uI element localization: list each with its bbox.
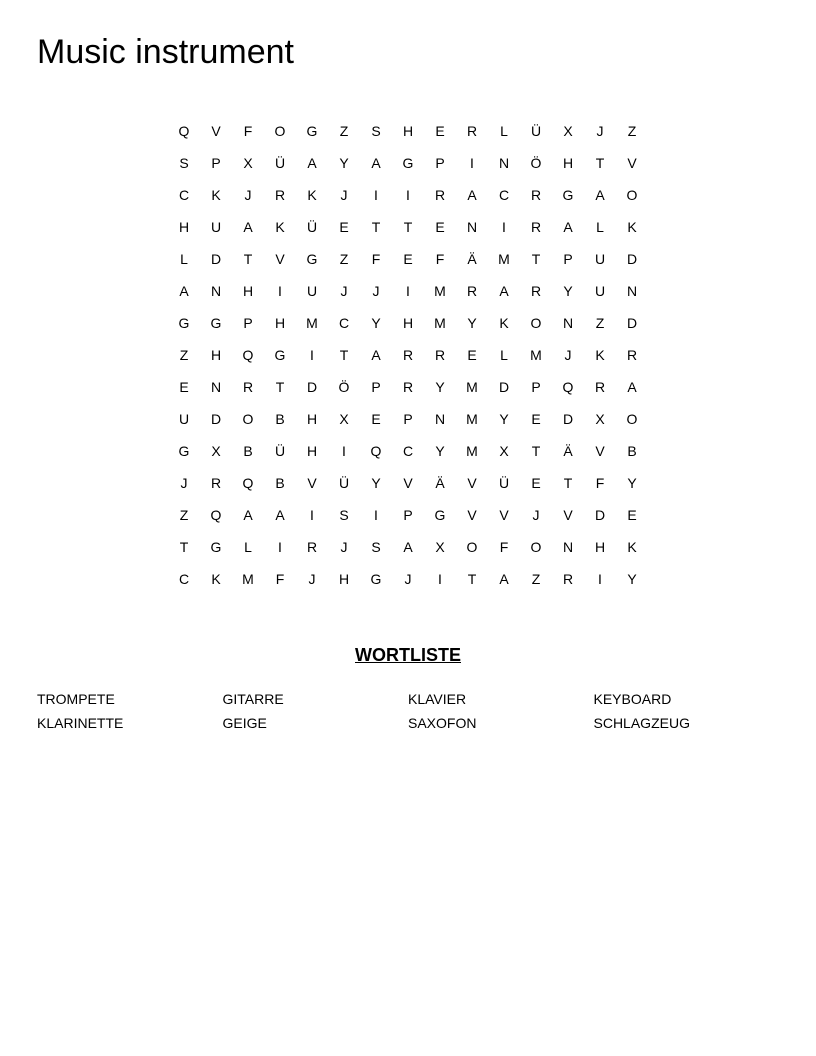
word-list-item: SAXOFON [408, 715, 477, 731]
grid-letter: Ü [306, 219, 318, 235]
grid-letter: V [627, 155, 637, 171]
grid-letter: R [402, 379, 414, 395]
grid-letter: J [340, 539, 348, 555]
grid-letter: A [371, 155, 381, 171]
grid-letter: A [563, 219, 573, 235]
grid-letter: O [466, 539, 478, 555]
grid-row [168, 275, 648, 307]
grid-letter: C [338, 315, 350, 331]
grid-letter: M [498, 251, 510, 267]
grid-letter: D [562, 411, 574, 427]
grid-letter: C [178, 187, 190, 203]
grid-letter: V [403, 475, 413, 491]
grid-letter: N [562, 539, 574, 555]
grid-letter: E [467, 347, 477, 363]
grid-letter: N [562, 315, 574, 331]
grid-letter: R [626, 347, 638, 363]
grid-row [168, 371, 648, 403]
grid-letter: I [310, 347, 314, 363]
grid-letter: M [434, 283, 446, 299]
grid-letter: V [275, 251, 285, 267]
grid-letter: H [562, 155, 574, 171]
grid-letter: S [371, 123, 381, 139]
grid-letter: T [339, 347, 349, 363]
grid-letter: Q [562, 379, 574, 395]
grid-row [168, 179, 648, 211]
grid-letter: S [179, 155, 189, 171]
grid-letter: K [275, 219, 285, 235]
grid-letter: V [467, 507, 477, 523]
grid-letter: A [307, 155, 317, 171]
grid-letter: A [499, 283, 509, 299]
grid-letter: R [530, 187, 542, 203]
grid-letter: A [371, 347, 381, 363]
grid-letter: O [274, 123, 286, 139]
grid-letter: P [211, 155, 221, 171]
grid-letter: G [210, 315, 222, 331]
grid-letter: Ä [563, 443, 573, 459]
grid-letter: T [531, 251, 541, 267]
grid-letter: H [306, 443, 318, 459]
grid-letter: Z [339, 123, 349, 139]
grid-letter: H [178, 219, 190, 235]
grid-row [168, 499, 648, 531]
grid-letter: Ä [467, 251, 477, 267]
grid-letter: S [371, 539, 381, 555]
grid-letter: Y [563, 283, 573, 299]
word-list-item: KEYBOARD [593, 691, 672, 707]
grid-letter: U [210, 219, 222, 235]
grid-letter: U [594, 251, 606, 267]
grid-letter: E [403, 251, 413, 267]
grid-row [168, 531, 648, 563]
grid-letter: G [178, 443, 190, 459]
grid-letter: T [275, 379, 285, 395]
grid-letter: Y [467, 315, 477, 331]
grid-letter: H [306, 411, 318, 427]
grid-row [168, 211, 648, 243]
grid-letter: P [435, 155, 445, 171]
grid-letter: P [403, 507, 413, 523]
grid-row [168, 403, 648, 435]
grid-letter: Q [242, 475, 254, 491]
grid-letter: F [595, 475, 605, 491]
word-list [37, 690, 779, 732]
grid-letter: Ö [338, 379, 350, 395]
grid-row [168, 563, 648, 595]
grid-letter: P [371, 379, 381, 395]
grid-letter: T [563, 475, 573, 491]
grid-letter: U [594, 283, 606, 299]
grid-letter: K [307, 187, 317, 203]
word-list-item: TROMPETE [37, 691, 115, 707]
grid-letter: J [244, 187, 252, 203]
grid-letter: J [564, 347, 572, 363]
grid-letter: Q [178, 123, 190, 139]
grid-letter: J [532, 507, 540, 523]
grid-row [168, 307, 648, 339]
grid-letter: O [626, 411, 638, 427]
grid-letter: Z [531, 571, 541, 587]
grid-letter: M [306, 315, 318, 331]
grid-letter: X [211, 443, 221, 459]
grid-letter: N [498, 155, 510, 171]
grid-letter: G [306, 251, 318, 267]
grid-letter: L [244, 539, 252, 555]
grid-letter: A [595, 187, 605, 203]
grid-letter: Ü [274, 155, 286, 171]
grid-letter: M [466, 411, 478, 427]
grid-letter: N [626, 283, 638, 299]
grid-letter: Y [435, 379, 445, 395]
grid-letter: U [306, 283, 318, 299]
grid-letter: I [342, 443, 346, 459]
grid-letter: M [466, 443, 478, 459]
grid-letter: O [626, 187, 638, 203]
grid-letter: Y [371, 315, 381, 331]
grid-letter: N [210, 379, 222, 395]
grid-letter: B [275, 411, 285, 427]
grid-letter: F [499, 539, 509, 555]
grid-letter: H [274, 315, 286, 331]
grid-letter: R [242, 379, 254, 395]
word-list-item: GEIGE [222, 715, 267, 731]
grid-letter: R [274, 187, 286, 203]
grid-letter: E [627, 507, 637, 523]
grid-letter: E [531, 475, 541, 491]
grid-letter: G [210, 539, 222, 555]
grid-letter: I [310, 507, 314, 523]
grid-letter: G [306, 123, 318, 139]
grid-letter: H [402, 315, 414, 331]
grid-letter: D [626, 315, 638, 331]
grid-letter: D [210, 411, 222, 427]
grid-row [168, 435, 648, 467]
grid-letter: C [402, 443, 414, 459]
grid-letter: R [434, 347, 446, 363]
grid-letter: N [466, 219, 478, 235]
grid-letter: V [595, 443, 605, 459]
grid-letter: D [306, 379, 318, 395]
grid-letter: R [210, 475, 222, 491]
grid-letter: U [178, 411, 190, 427]
grid-letter: I [278, 539, 282, 555]
grid-letter: J [372, 283, 380, 299]
grid-letter: N [434, 411, 446, 427]
grid-letter: T [531, 443, 541, 459]
grid-letter: F [371, 251, 381, 267]
grid-letter: H [242, 283, 254, 299]
grid-letter: V [563, 507, 573, 523]
letter-grid [168, 115, 648, 595]
grid-letter: Ä [435, 475, 445, 491]
grid-letter: Z [179, 507, 189, 523]
grid-letter: O [530, 315, 542, 331]
grid-letter: Q [210, 507, 222, 523]
grid-letter: Q [370, 443, 382, 459]
grid-letter: J [340, 187, 348, 203]
grid-letter: K [595, 347, 605, 363]
grid-letter: P [531, 379, 541, 395]
grid-letter: F [435, 251, 445, 267]
grid-letter: E [371, 411, 381, 427]
grid-letter: I [598, 571, 602, 587]
grid-letter: T [467, 571, 477, 587]
grid-letter: H [210, 347, 222, 363]
grid-letter: H [594, 539, 606, 555]
grid-letter: G [434, 507, 446, 523]
grid-letter: R [562, 571, 574, 587]
grid-letter: L [180, 251, 188, 267]
grid-letter: G [178, 315, 190, 331]
grid-letter: Q [242, 347, 254, 363]
grid-letter: A [627, 379, 637, 395]
grid-letter: L [500, 347, 508, 363]
grid-letter: B [275, 475, 285, 491]
grid-letter: E [531, 411, 541, 427]
grid-letter: R [466, 283, 478, 299]
word-list-item: KLAVIER [408, 691, 467, 707]
grid-letter: T [403, 219, 413, 235]
grid-letter: B [243, 443, 253, 459]
grid-letter: V [499, 507, 509, 523]
grid-letter: E [339, 219, 349, 235]
grid-letter: R [594, 379, 606, 395]
grid-letter: I [278, 283, 282, 299]
grid-letter: Ü [338, 475, 350, 491]
word-list-item: KLARINETTE [37, 715, 124, 731]
grid-letter: V [211, 123, 221, 139]
grid-letter: Y [435, 443, 445, 459]
grid-letter: V [307, 475, 317, 491]
grid-letter: R [530, 283, 542, 299]
grid-letter: Z [339, 251, 349, 267]
grid-letter: K [627, 539, 637, 555]
grid-letter: K [211, 571, 221, 587]
grid-letter: K [211, 187, 221, 203]
grid-letter: P [243, 315, 253, 331]
grid-letter: G [402, 155, 414, 171]
grid-letter: K [499, 315, 509, 331]
grid-row [168, 467, 648, 499]
grid-letter: B [627, 443, 637, 459]
grid-letter: A [179, 283, 189, 299]
grid-letter: D [594, 507, 606, 523]
grid-letter: J [404, 571, 412, 587]
grid-letter: P [403, 411, 413, 427]
grid-letter: D [626, 251, 638, 267]
grid-letter: C [498, 187, 510, 203]
grid-row [168, 147, 648, 179]
grid-letter: Z [627, 123, 637, 139]
grid-letter: T [371, 219, 381, 235]
grid-letter: D [498, 379, 510, 395]
grid-letter: T [179, 539, 189, 555]
grid-letter: G [274, 347, 286, 363]
grid-letter: M [434, 315, 446, 331]
grid-letter: Z [179, 347, 189, 363]
grid-letter: X [243, 155, 253, 171]
grid-letter: N [210, 283, 222, 299]
grid-letter: M [530, 347, 542, 363]
grid-letter: A [275, 507, 285, 523]
grid-letter: Z [595, 315, 605, 331]
grid-letter: R [434, 187, 446, 203]
grid-letter: E [435, 219, 445, 235]
grid-letter: R [402, 347, 414, 363]
grid-letter: T [243, 251, 253, 267]
grid-letter: G [370, 571, 382, 587]
grid-letter: Y [339, 155, 349, 171]
grid-letter: I [438, 571, 442, 587]
grid-letter: F [275, 571, 285, 587]
page-title: Music instrument [37, 33, 294, 71]
grid-letter: X [499, 443, 509, 459]
grid-letter: T [595, 155, 605, 171]
grid-letter: I [406, 283, 410, 299]
grid-letter: R [530, 219, 542, 235]
grid-letter: R [306, 539, 318, 555]
grid-letter: Ü [274, 443, 286, 459]
grid-letter: J [596, 123, 604, 139]
grid-letter: X [595, 411, 605, 427]
grid-letter: A [243, 219, 253, 235]
grid-letter: R [466, 123, 478, 139]
grid-letter: L [596, 219, 604, 235]
grid-letter: A [467, 187, 477, 203]
grid-letter: I [406, 187, 410, 203]
grid-letter: Ö [530, 155, 542, 171]
grid-letter: A [403, 539, 413, 555]
grid-letter: X [435, 539, 445, 555]
grid-letter: Ü [498, 475, 510, 491]
grid-letter: L [500, 123, 508, 139]
grid-letter: K [627, 219, 637, 235]
grid-row [168, 243, 648, 275]
grid-letter: I [470, 155, 474, 171]
grid-letter: H [402, 123, 414, 139]
grid-letter: O [530, 539, 542, 555]
grid-letter: J [180, 475, 188, 491]
grid-letter: Y [627, 571, 637, 587]
grid-letter: O [242, 411, 254, 427]
grid-letter: E [435, 123, 445, 139]
grid-letter: J [308, 571, 316, 587]
word-list-heading: WORTLISTE [355, 645, 461, 665]
grid-row [168, 115, 648, 147]
grid-letter: M [466, 379, 478, 395]
grid-letter: J [340, 283, 348, 299]
grid-letter: G [562, 187, 574, 203]
grid-letter: M [242, 571, 254, 587]
grid-letter: F [243, 123, 253, 139]
grid-letter: Ü [530, 123, 542, 139]
word-list-item: SCHLAGZEUG [593, 715, 690, 731]
grid-letter: C [178, 571, 190, 587]
grid-letter: A [499, 571, 509, 587]
grid-letter: P [563, 251, 573, 267]
grid-letter: Y [371, 475, 381, 491]
grid-letter: V [467, 475, 477, 491]
grid-letter: X [563, 123, 573, 139]
word-list-item: GITARRE [222, 691, 284, 707]
grid-letter: Y [627, 475, 637, 491]
grid-row [168, 339, 648, 371]
grid-letter: I [502, 219, 506, 235]
grid-letter: I [374, 507, 378, 523]
grid-letter: Y [499, 411, 509, 427]
grid-letter: H [338, 571, 350, 587]
grid-letter: D [210, 251, 222, 267]
grid-letter: I [374, 187, 378, 203]
grid-letter: X [339, 411, 349, 427]
grid-letter: S [339, 507, 349, 523]
grid-letter: E [179, 379, 189, 395]
grid-letter: A [243, 507, 253, 523]
